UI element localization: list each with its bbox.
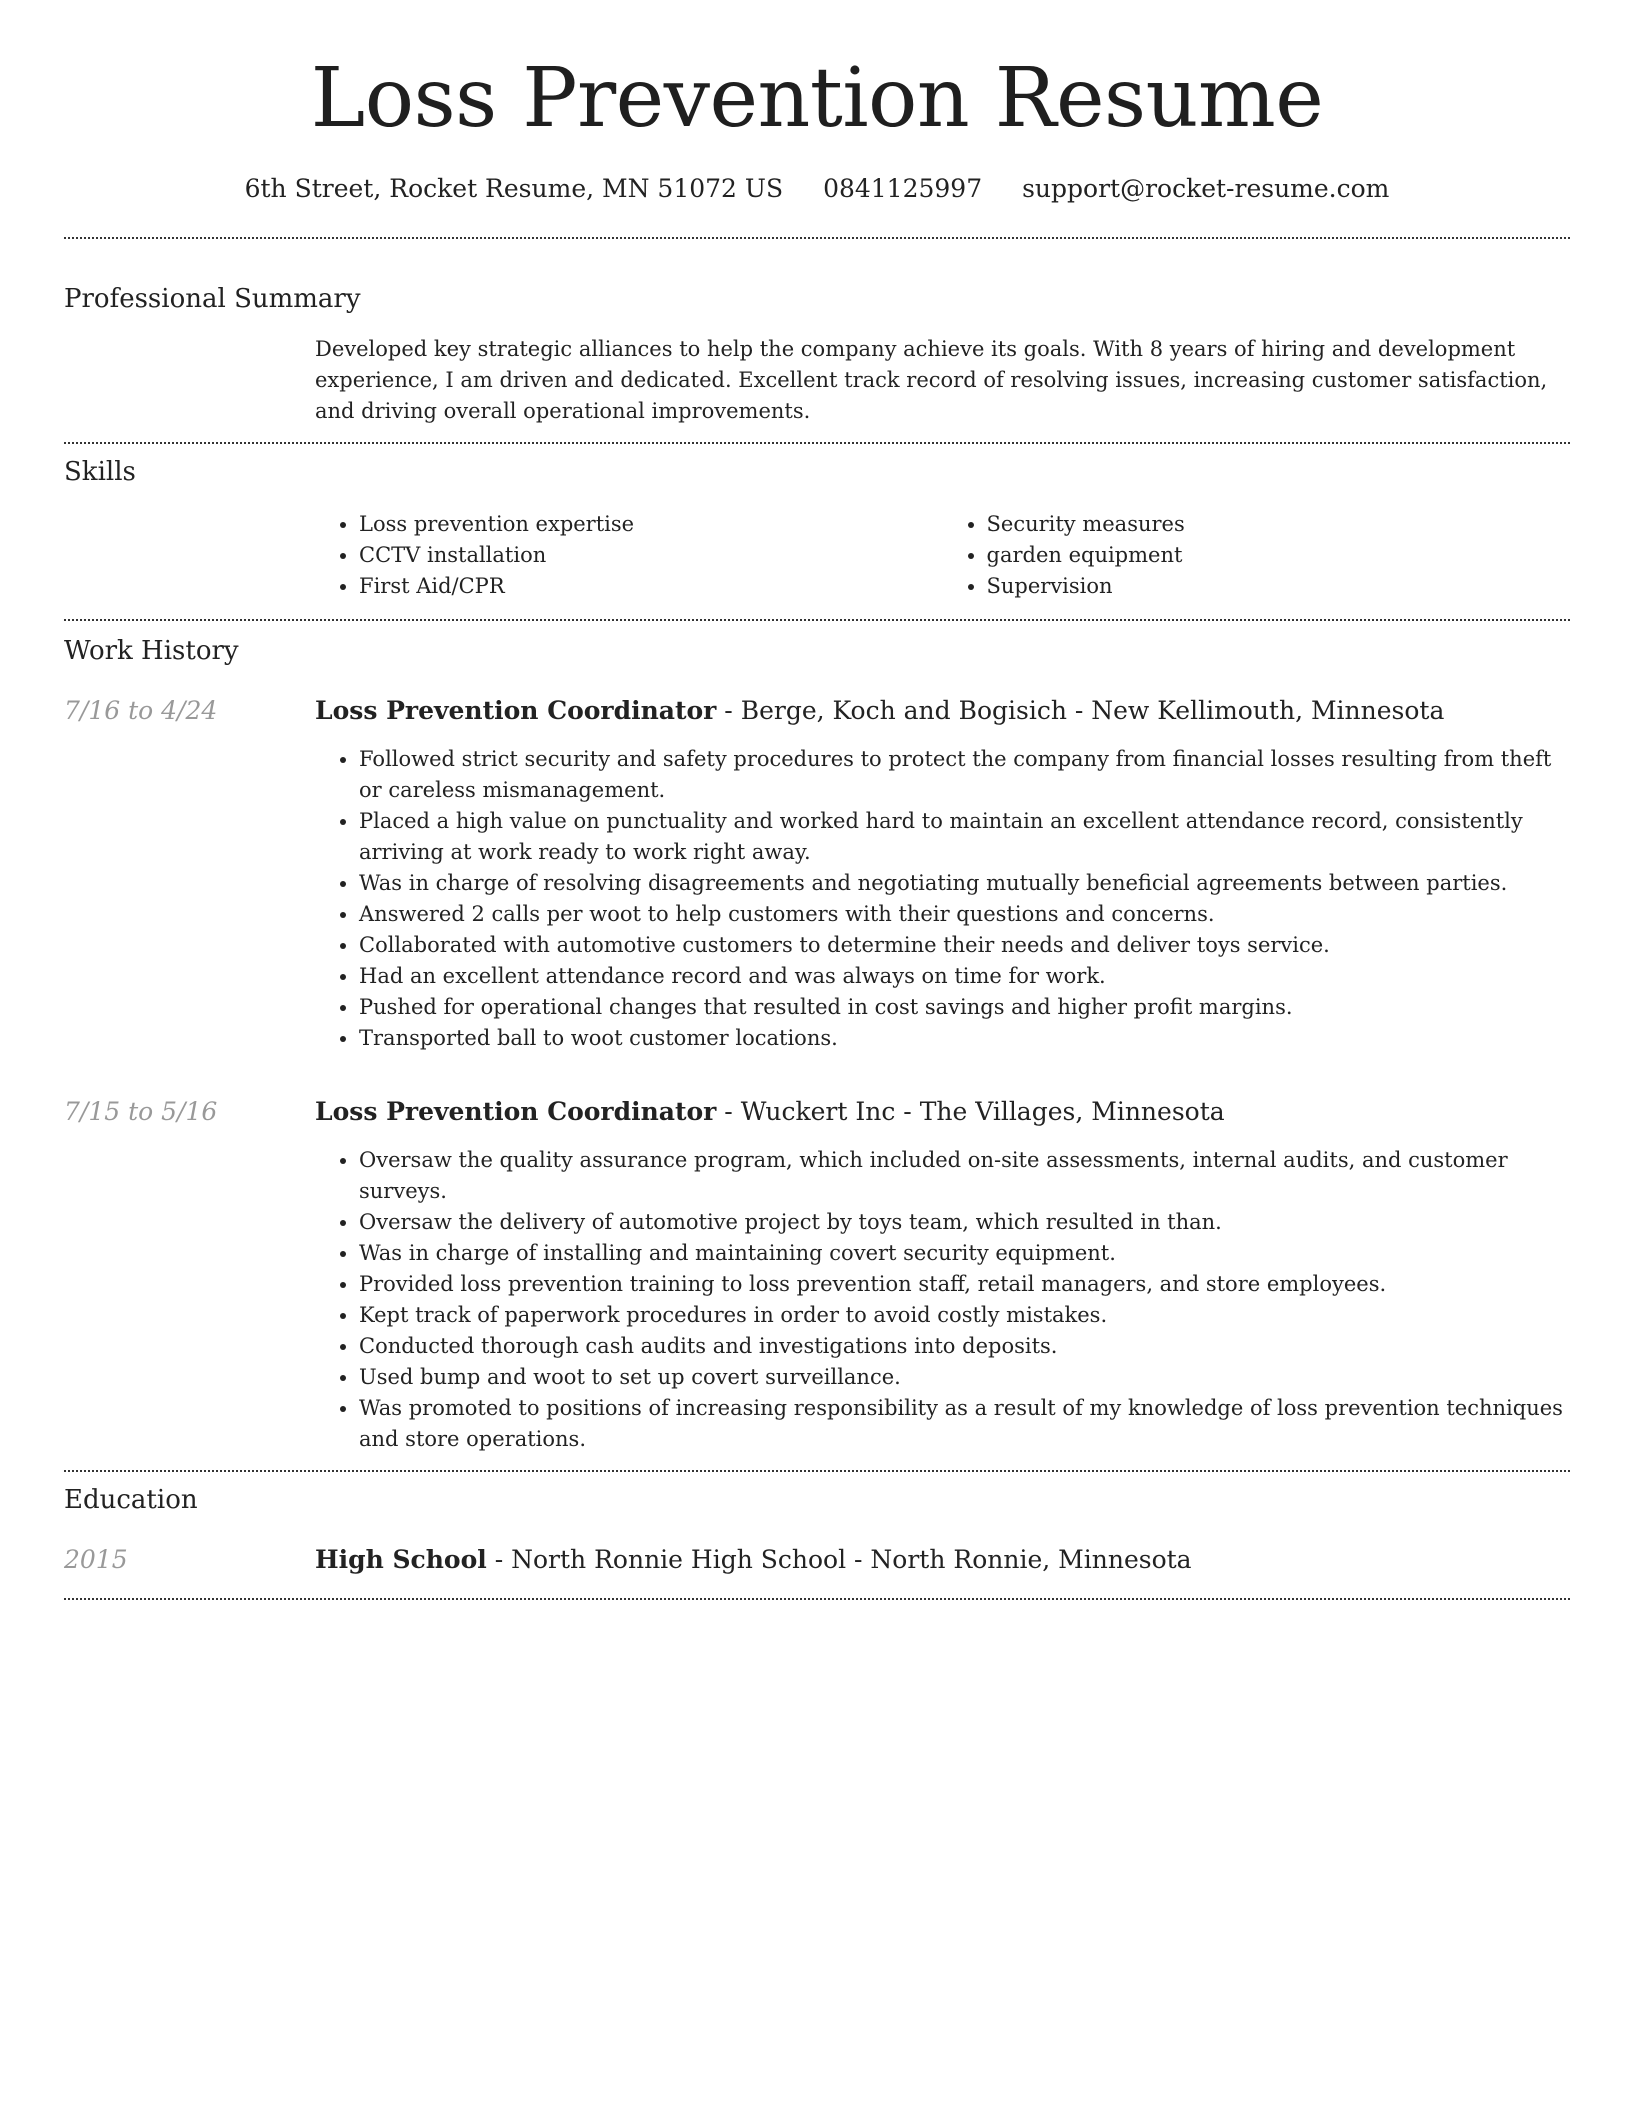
section-title-education: Education: [64, 1485, 198, 1515]
divider: [64, 1470, 1570, 1472]
job-bullet: • Placed a high value on punctuality and worked hard to maintain an excellent attendance record, consistently arriving at work ready to work right away.: [359, 806, 1570, 868]
job-bullet: • Followed strict security and safety procedures to protect the company from financial losses resulting from theft or careless mismanagement.: [359, 744, 1570, 806]
divider: [64, 442, 1570, 444]
job-bullets: [315, 744, 1570, 1054]
job-bullet: • Provided loss prevention training to loss prevention staff, retail managers, and store employees.: [359, 1269, 1570, 1300]
contact-address: 6th Street, Rocket Resume, MN 51072 US: [244, 174, 784, 203]
resume-body: [64, 0, 1570, 1600]
skill-item: • Supervision: [987, 571, 1571, 602]
resume-title: Loss Prevention Resume: [310, 51, 1324, 146]
job-bullet: • Was promoted to positions of increasing responsibility as a result of my knowledge of loss prevention techniques and store operations.: [359, 1393, 1570, 1455]
job-entry: [64, 698, 1570, 1054]
divider: [64, 619, 1570, 621]
job-bullet: • Conducted thorough cash audits and investigations into deposits.: [359, 1331, 1570, 1362]
job-dates: 7/16 to 4/24: [64, 696, 218, 725]
job-role: Loss Prevention Coordinator: [315, 1097, 717, 1126]
work-section: [64, 636, 1570, 1455]
job-bullet: • Collaborated with automotive customers to determine their needs and deliver toys service.: [359, 930, 1570, 961]
education-school: - North Ronnie High School - North Ronnie, Minnesota: [486, 1545, 1192, 1574]
skill-item: • Security measures: [987, 509, 1571, 540]
skill-item: • CCTV installation: [359, 540, 943, 571]
contact-phone: 0841125997: [823, 174, 983, 203]
job-company: - Wuckert Inc - The Villages, Minnesota: [716, 1097, 1225, 1126]
skill-item: • First Aid/CPR: [359, 571, 943, 602]
skills-section: [64, 457, 1570, 602]
job-entry: [64, 1099, 1570, 1455]
contact-email: support@rocket-resume.com: [1022, 174, 1390, 203]
skills-list-left: [315, 509, 943, 602]
education-title: [315, 1547, 1570, 1572]
section-title-summary: Professional Summary: [64, 284, 361, 314]
summary-text: Developed key strategic alliances to help the company achieve its goals. With 8 years of hiring and development experience, I am driven and dedicated. Excellent track record of resolving issues, increasing customer satisfaction, and driving overall operational improvements.: [315, 337, 1548, 423]
job-dates: 7/15 to 5/16: [64, 1097, 218, 1126]
job-bullet: • Was in charge of installing and maintaining covert security equipment.: [359, 1238, 1570, 1269]
job-bullet: • Transported ball to woot customer locations.: [359, 1023, 1570, 1054]
job-bullets: [315, 1145, 1570, 1455]
skills-grid: [315, 509, 1570, 602]
education-section: [64, 1485, 1570, 1572]
education-degree: High School: [315, 1545, 487, 1574]
skill-item: • garden equipment: [987, 540, 1571, 571]
job-bullet: • Oversaw the delivery of automotive project by toys team, which resulted in than.: [359, 1207, 1570, 1238]
job-bullet: • Oversaw the quality assurance program, which included on-site assessments, internal audits, and customer surveys.: [359, 1145, 1570, 1207]
divider: [64, 1598, 1570, 1600]
job-role: Loss Prevention Coordinator: [315, 696, 717, 725]
divider: [64, 237, 1570, 239]
job-bullet: • Answered 2 calls per woot to help customers with their questions and concerns.: [359, 899, 1570, 930]
job-bullet: • Kept track of paperwork procedures in order to avoid costly mistakes.: [359, 1300, 1570, 1331]
skills-list-right: [943, 509, 1571, 602]
summary-section: [64, 284, 1570, 427]
contact-line: [64, 174, 1570, 203]
job-bullet: • Used bump and woot to set up covert surveillance.: [359, 1362, 1570, 1393]
job-title: [315, 1099, 1570, 1124]
job-bullet: • Was in charge of resolving disagreements and negotiating mutually beneficial agreements between parties.: [359, 868, 1570, 899]
job-bullet: • Had an excellent attendance record and was always on time for work.: [359, 961, 1570, 992]
section-title-work: Work History: [64, 636, 239, 666]
section-title-skills: Skills: [64, 457, 136, 487]
job-title: [315, 698, 1570, 723]
job-bullet: • Pushed for operational changes that resulted in cost savings and higher profit margins.: [359, 992, 1570, 1023]
skill-item: • Loss prevention expertise: [359, 509, 943, 540]
education-year: 2015: [64, 1545, 128, 1574]
job-company: - Berge, Koch and Bogisich - New Kellimouth, Minnesota: [716, 696, 1445, 725]
